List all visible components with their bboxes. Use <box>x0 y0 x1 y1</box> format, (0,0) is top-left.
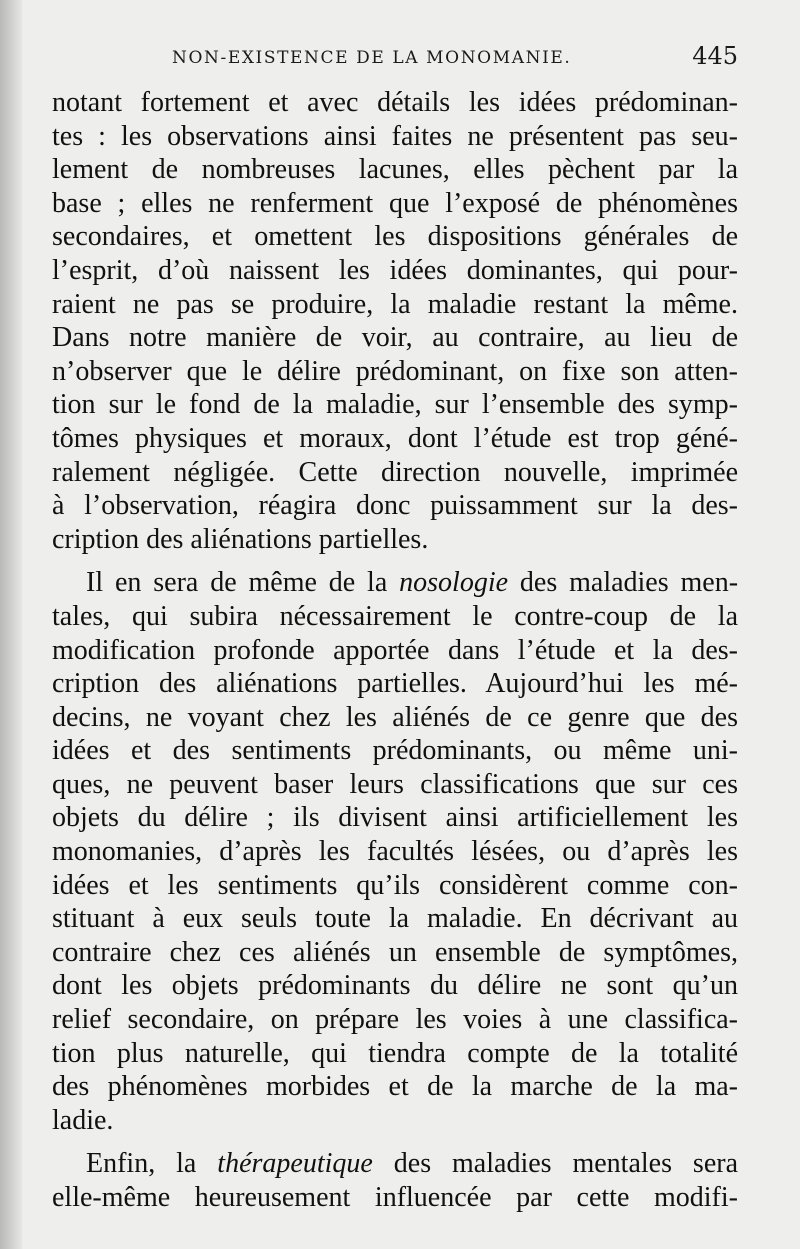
running-head: NON-EXISTENCE DE LA MONOMANIE. <box>172 48 572 68</box>
text-line: elle-même heureusement influencée par cette modifi- <box>52 1182 738 1213</box>
text-line: notant fortement et avec détails les idées prédominan- <box>52 87 738 118</box>
text-line: cription des aliénations partielles. <box>52 523 429 555</box>
text-line: à l’observation, réagira donc puissamment sur la des- <box>52 490 738 522</box>
text-line: ladie. <box>52 1104 114 1136</box>
text-line: lement de nombreuses lacunes, elles pèchent par la <box>52 154 738 186</box>
text-line: l’esprit, d’où naissent les idées dominantes, qui pour- <box>52 254 738 286</box>
text-line: ralement négligée. Cette direction nouvelle, imprimée <box>52 456 738 488</box>
paragraph-1 <box>52 86 738 556</box>
text-segment: des maladies men- <box>519 567 738 599</box>
text-line-first <box>52 1147 738 1181</box>
text-line: objets du délire ; ils divisent ainsi artificiellement les <box>52 802 738 834</box>
page-gutter-shadow <box>0 0 22 1249</box>
text-line: dont les objets prédominants du délire ne sont qu’un <box>52 970 738 1002</box>
text-line: ques, ne peuvent baser leurs classifications que sur ces <box>52 768 738 800</box>
text-line: tales, qui subira nécessairement le contre-coup de la <box>52 600 738 632</box>
text-line: tômes physiques et moraux, dont l’étude est trop géné- <box>52 422 738 454</box>
text-line: raient ne pas se produire, la maladie restant la même. <box>52 288 738 320</box>
text-line: tion sur le fond de la maladie, sur l’ensemble des symp- <box>52 389 738 421</box>
text-line: monomanies, d’après les facultés lésées, ou d’après les <box>52 836 738 868</box>
paragraph-2 <box>52 566 738 1137</box>
text-segment: des maladies mentales sera <box>393 1148 738 1180</box>
text-line: n’observer que le délire prédominant, on fixe son atten- <box>52 355 738 387</box>
text-line: cription des aliénations partielles. Aujourd’hui les mé- <box>52 668 738 700</box>
italic-term-therapeutique: thérapeutique <box>217 1148 373 1180</box>
text-line: tes : les observations ainsi faites ne présentent pas seu- <box>52 120 738 152</box>
page-header <box>52 42 738 76</box>
paragraph-gap <box>52 556 738 566</box>
text-line: stituant à eux seuls toute la maladie. En décrivant au <box>52 903 738 935</box>
text-line: tion plus naturelle, qui tiendra compte de la totalité <box>52 1037 738 1069</box>
text-line-first <box>52 566 738 600</box>
paragraph-3 <box>52 1147 738 1214</box>
body-text <box>52 86 738 1215</box>
text-line: modification profonde apportée dans l’étude et la des- <box>52 634 738 666</box>
text-line: base ; elles ne renferment que l’exposé de phénomènes <box>52 187 738 219</box>
text-line: secondaires, et omettent les dispositions générales de <box>52 221 738 253</box>
text-line: idées et des sentiments prédominants, ou même uni- <box>52 735 738 767</box>
text-line: des phénomènes morbides et de la marche de la ma- <box>52 1071 738 1103</box>
text-line: Dans notre manière de voir, au contraire, au lieu de <box>52 322 738 354</box>
text-line: idées et les sentiments qu’ils considèrent comme con- <box>52 869 738 901</box>
text-line: contraire chez ces aliénés un ensemble de symptômes, <box>52 936 738 968</box>
page-number: 445 <box>692 42 738 70</box>
italic-term-nosologie: nosologie <box>399 567 509 599</box>
paragraph-gap <box>52 1137 738 1147</box>
text-segment: Il en sera de même de la <box>86 567 388 599</box>
text-line: relief secondaire, on prépare les voies à une classifica- <box>52 1004 738 1036</box>
text-line: decins, ne voyant chez les aliénés de ce genre que des <box>52 701 738 733</box>
text-segment: Enfin, la <box>86 1148 197 1180</box>
